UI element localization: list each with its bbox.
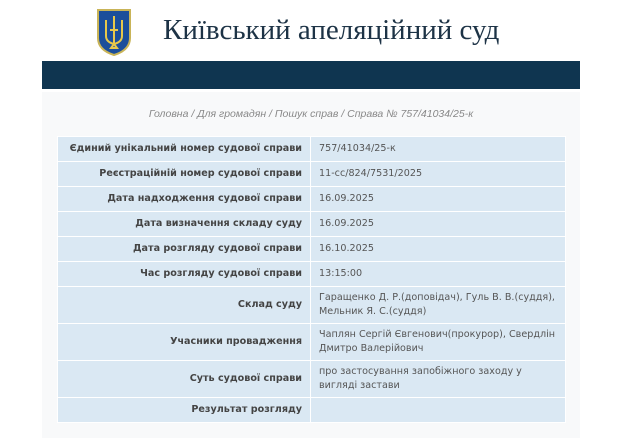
main-content bbox=[42, 92, 580, 438]
breadcrumb-home[interactable]: Головна bbox=[148, 108, 189, 120]
field-value: 16.09.2025 bbox=[311, 212, 566, 237]
field-value: Чаплян Сергій Євгенович(прокурор), Свердлін Дмитро Валерійович bbox=[311, 324, 566, 361]
table-row bbox=[58, 361, 566, 398]
field-value: 13:15:00 bbox=[311, 262, 566, 287]
breadcrumb-current-case: Справа № 757/41034/25-к bbox=[347, 108, 474, 120]
field-label: Склад суду bbox=[58, 287, 311, 324]
field-label: Єдиний унікальний номер судової справи bbox=[58, 137, 311, 162]
site-title[interactable]: Київський апеляційний суд bbox=[163, 14, 500, 46]
field-value: про застосування запобіжного заходу у вигляді застави bbox=[311, 361, 566, 398]
field-label: Час розгляду судової справи bbox=[58, 262, 311, 287]
table-row bbox=[58, 162, 566, 187]
field-value: 16.10.2025 bbox=[311, 237, 566, 262]
table-row bbox=[58, 324, 566, 361]
nav-bar bbox=[42, 61, 580, 89]
field-label: Учасники провадження bbox=[58, 324, 311, 361]
breadcrumb-case-search[interactable]: Пошук справ bbox=[274, 108, 339, 120]
field-label: Реєстраційній номер судової справи bbox=[58, 162, 311, 187]
field-value bbox=[311, 398, 566, 423]
field-value: 757/41034/25-к bbox=[311, 137, 566, 162]
field-label: Результат розгляду bbox=[58, 398, 311, 423]
field-value: 11-сс/824/7531/2025 bbox=[311, 162, 566, 187]
table-row bbox=[58, 212, 566, 237]
case-details-table bbox=[57, 136, 566, 423]
field-label: Дата розгляду судової справи bbox=[58, 237, 311, 262]
table-row bbox=[58, 237, 566, 262]
table-row bbox=[58, 187, 566, 212]
breadcrumb: Головна / Для громадян / Пошук справ / Справа № 757/41034/25-к bbox=[148, 108, 474, 120]
table-row bbox=[58, 137, 566, 162]
field-label: Суть судової справи bbox=[58, 361, 311, 398]
breadcrumb-citizens[interactable]: Для громадян bbox=[197, 108, 267, 120]
table-row bbox=[58, 398, 566, 423]
field-label: Дата надходження судової справи bbox=[58, 187, 311, 212]
coat-of-arms-logo[interactable] bbox=[96, 8, 132, 56]
table-row bbox=[58, 262, 566, 287]
field-value: Гаращенко Д. Р.(доповідач), Гуль В. В.(суддя), Мельник Я. С.(суддя) bbox=[311, 287, 566, 324]
field-label: Дата визначення складу суду bbox=[58, 212, 311, 237]
table-row bbox=[58, 287, 566, 324]
field-value: 16.09.2025 bbox=[311, 187, 566, 212]
